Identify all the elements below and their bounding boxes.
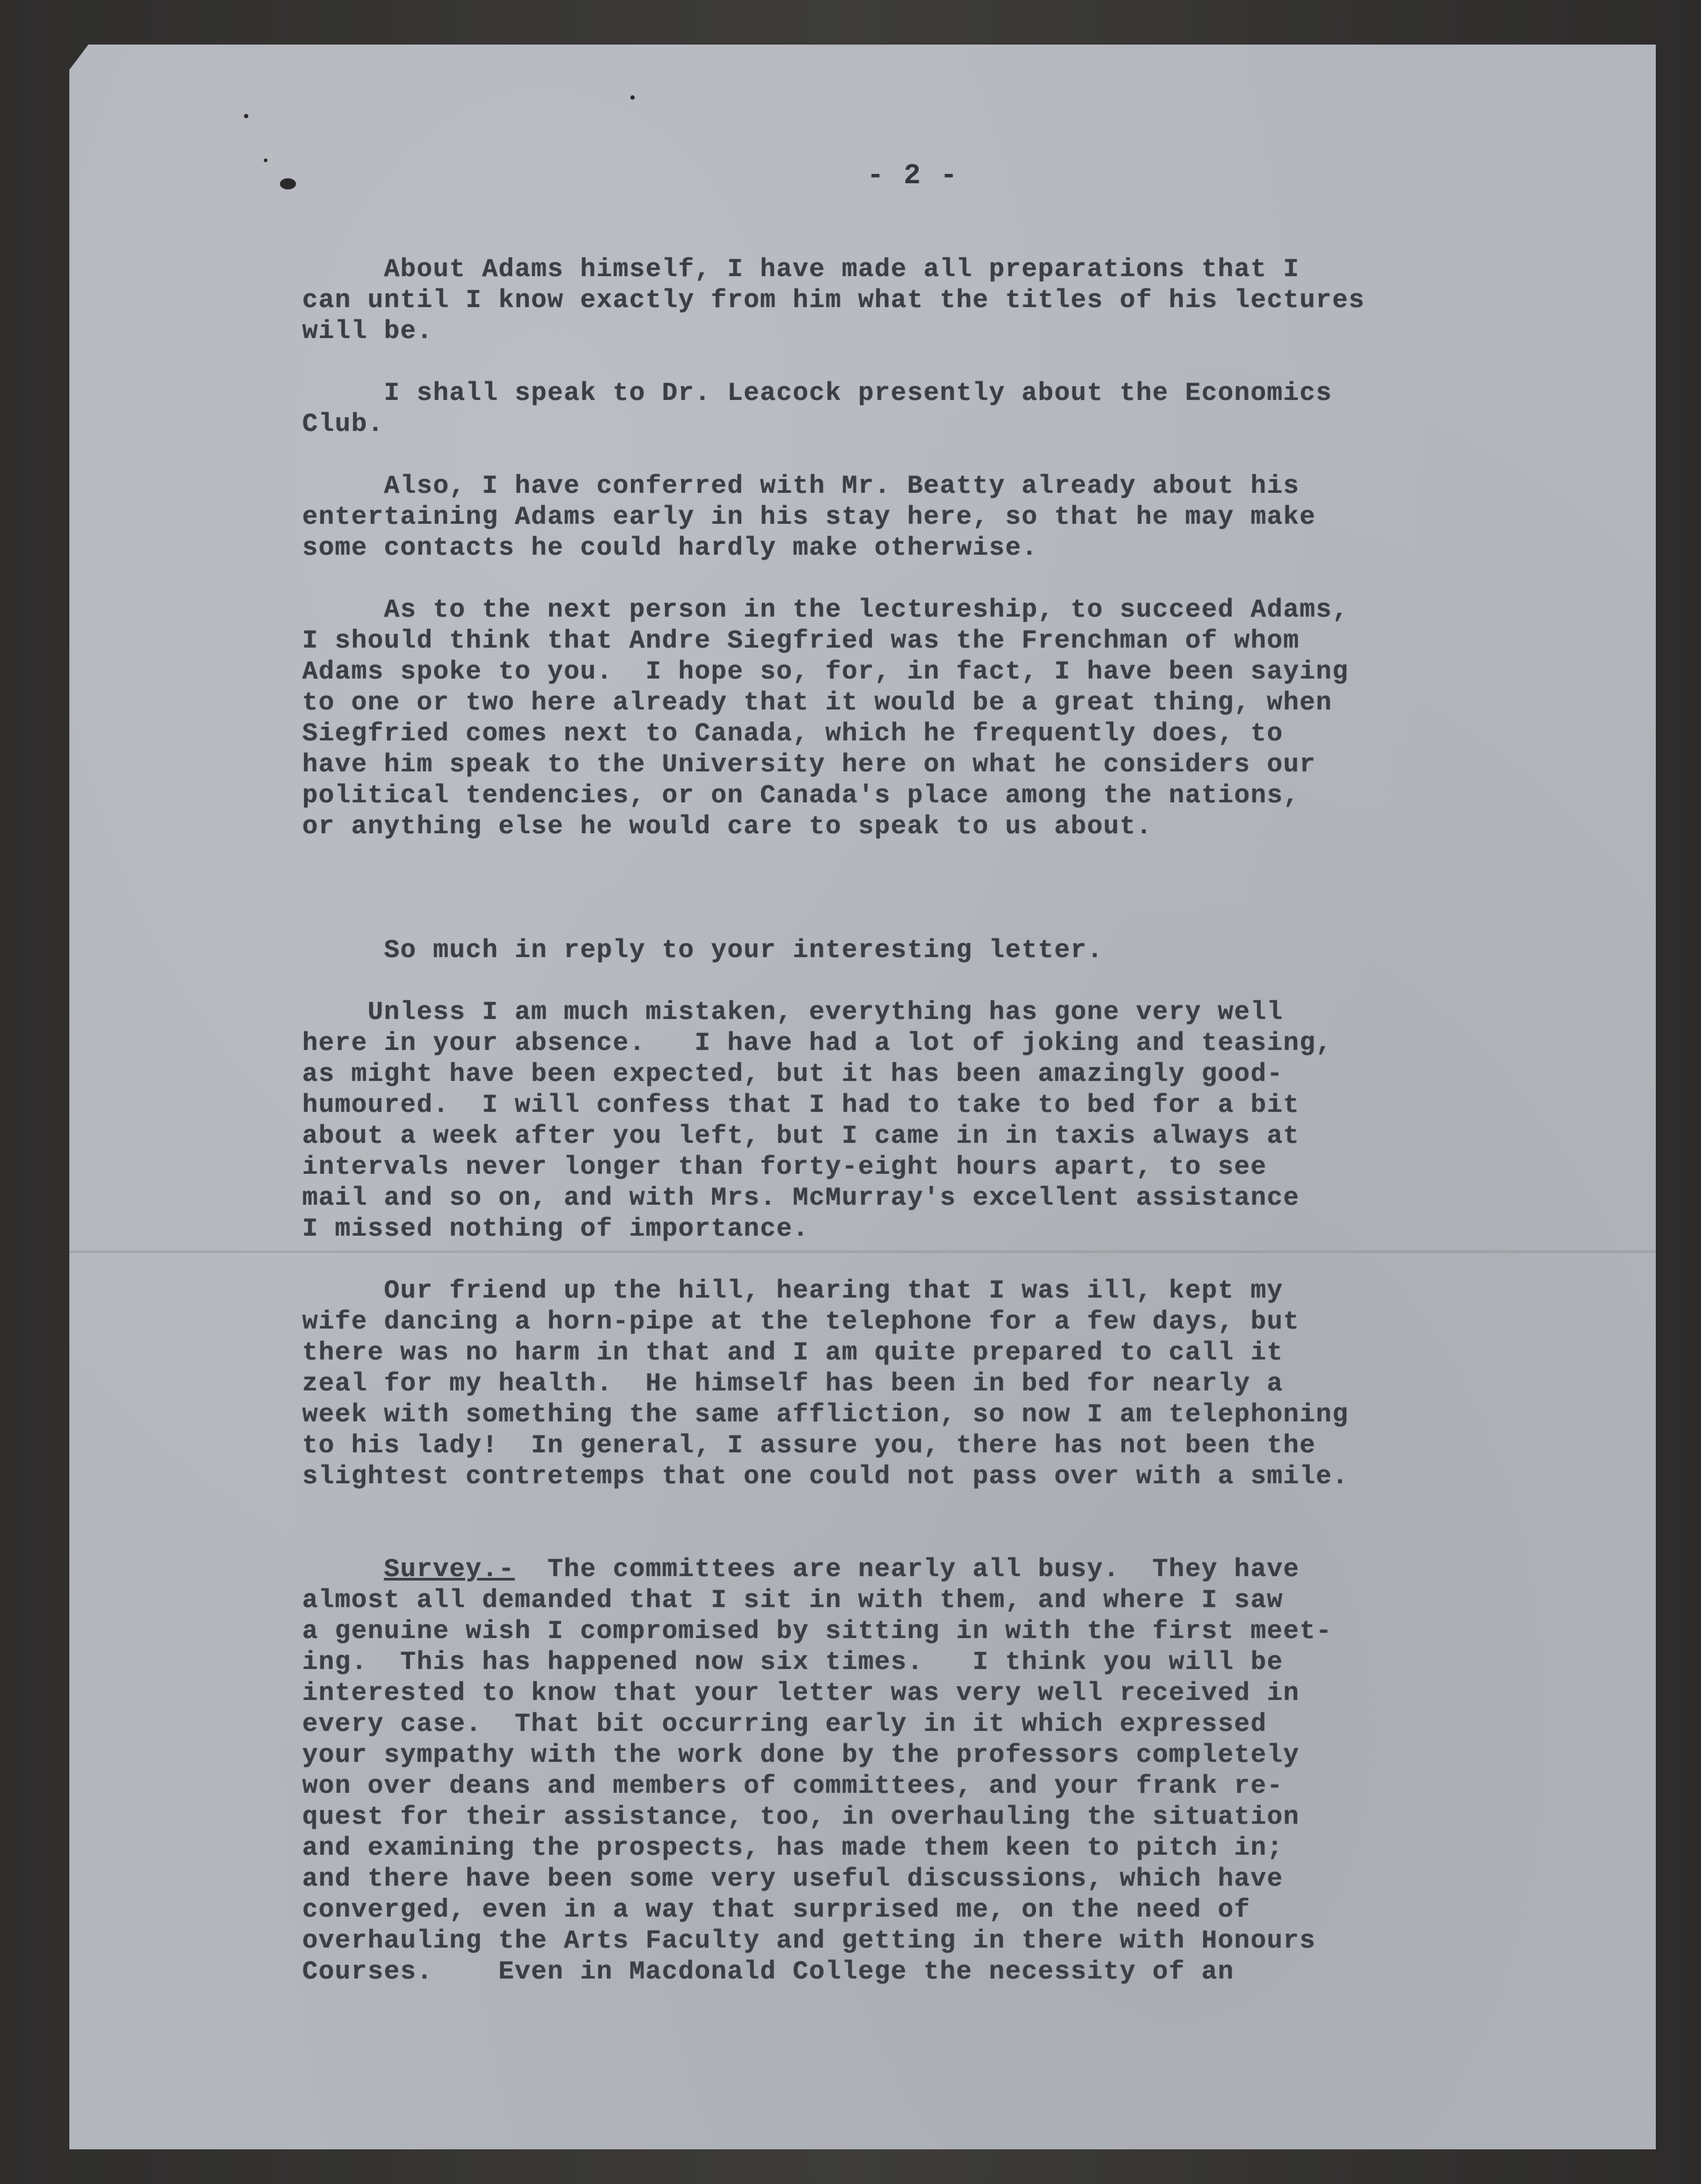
paragraph-economics-club: I shall speak to Dr. Leacock presently about the Economics Club. xyxy=(302,378,1333,439)
paragraph-absence: Unless I am much mistaken, everything has gone very well here in your absence. I have had a lot of joking and teasing, as might have been expected, but it has been amazingly good- humoured. I will confess that I had to take to bed for a bit about a week after you left, but I came in in taxis always at intervals never longer than forty-eight hours apart, to see mail and so on, and with Mrs. McMurray's excellent assistance I missed nothing of importance. xyxy=(302,997,1333,1244)
ink-speck xyxy=(280,178,296,189)
survey-text: The committees are nearly all busy. They have almost all demanded that I sit in with them, and where I saw a genuine wish I compromised by sitting in with the first meet- ing. This has happened now six times. I think you will be interested to know that your letter was very well received in every case. That bit occurring early in it which expressed your sympathy with the work done by the professors completely won over deans and members of committees, and your frank re- quest for their assistance, too, in overhauling the situation and examining the prospects, has made them keen to pitch in; and there have been some very useful discussions, which have converged, even in a way that surprised me, on the need of overhauling the Arts Faculty and getting in there with Honours Courses. Even in Macdonald College the necessity of an xyxy=(302,1554,1333,1987)
paragraph-friend-up-the-hill: Our friend up the hill, hearing that I was ill, kept my wife dancing a horn-pipe at the telephone for a few days, but there was no harm in that and I am quite prepared to call it zeal for my health. He himself has been in bed for nearly a week with something the same affliction, so now I am telephoning to his lady! In general, I assure you, there has not been the slightest contretemps that one could not pass over with a smile. xyxy=(302,1276,1349,1491)
survey-heading: Survey.- xyxy=(384,1554,515,1584)
ink-speck xyxy=(264,158,268,162)
paragraph-adams-lectures: About Adams himself, I have made all preparations that I can until I know exactly from him what the titles of his lectures will be. xyxy=(302,254,1365,346)
page-number: - 2 - xyxy=(867,160,959,192)
paragraph-lectureship-siegfried: As to the next person in the lectureship, to succeed Adams, I should think that Andre Siegfried was the Frenchman of whom Adams spoke to you. I hope so, for, in fact, I have been saying to one or two here already that it would be a great thing, when Siegfried comes next to Canada, which he frequently does, to have him speak to the University here on what he considers our political tendencies, or on Canada's place among the nations, or anything else he would care to speak to us about. xyxy=(302,595,1349,841)
ink-speck xyxy=(630,95,635,100)
paragraph-reply: So much in reply to your interesting letter. xyxy=(302,935,1103,965)
letter-body xyxy=(302,254,1547,1987)
paragraph-beatty: Also, I have conferred with Mr. Beatty already about his entertaining Adams early in his stay here, so that he may make some contacts he could hardly make otherwise. xyxy=(302,471,1316,563)
ink-speck xyxy=(244,114,248,118)
paragraph-survey xyxy=(302,1554,1547,1987)
